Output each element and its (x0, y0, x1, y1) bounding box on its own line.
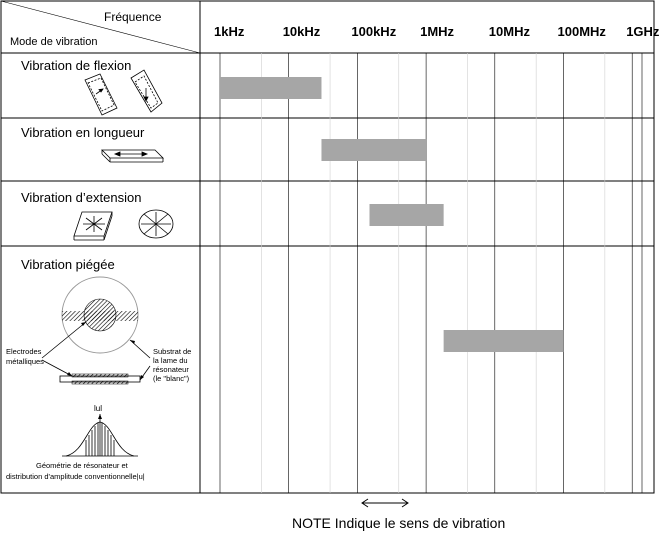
extension-vibration-illustration (74, 210, 173, 240)
flexion-vibration-illustration (85, 70, 162, 115)
mode-label-piegee: Vibration piégée (21, 257, 115, 272)
substrate-label-4: (le "blanc") (153, 374, 190, 383)
freq-tick-label: 10kHz (282, 24, 321, 39)
amplitude-symbol: lul (94, 404, 103, 413)
frequency-range-bar (444, 330, 564, 352)
freq-tick-label: 10MHz (488, 24, 530, 39)
frequency-range-bar (321, 139, 426, 161)
freq-tick-label: 100kHz (351, 24, 397, 39)
substrate-label-1: Substrat de (153, 347, 192, 356)
frequency-range-bar (369, 204, 443, 226)
geometry-caption-1: Géométrie de résonateur et (36, 461, 128, 470)
vibration-direction-arrow-icon (362, 499, 408, 507)
length-vibration-illustration (102, 150, 163, 162)
freq-tick-label: 1GHz (626, 24, 660, 39)
geometry-caption-2: distribution d'amplitude conventionnelle|u| (6, 472, 145, 481)
substrate-label-2: la lame du (153, 356, 188, 365)
vibration-note: NOTE Indique le sens de vibration (292, 515, 506, 531)
mode-label-extension: Vibration d’extension (21, 190, 142, 205)
freq-tick-label: 1MHz (420, 24, 455, 39)
frequency-corner-label: Fréquence (104, 10, 162, 24)
frequency-range-bar (220, 77, 321, 99)
electrodes-label-2: métalliques (6, 357, 44, 366)
mode-label-flexion: Vibration de flexion (21, 58, 132, 73)
mode-label-longueur: Vibration en longueur (21, 125, 145, 140)
substrate-label-3: résonateur (153, 365, 189, 374)
freq-tick-label: 100MHz (557, 24, 606, 39)
trapped-vibration-illustration (6, 277, 191, 481)
mode-corner-label: Mode de vibration (10, 36, 98, 48)
freq-tick-label: 1kHz (214, 24, 245, 39)
electrodes-label-1: Electrodes (6, 347, 42, 356)
